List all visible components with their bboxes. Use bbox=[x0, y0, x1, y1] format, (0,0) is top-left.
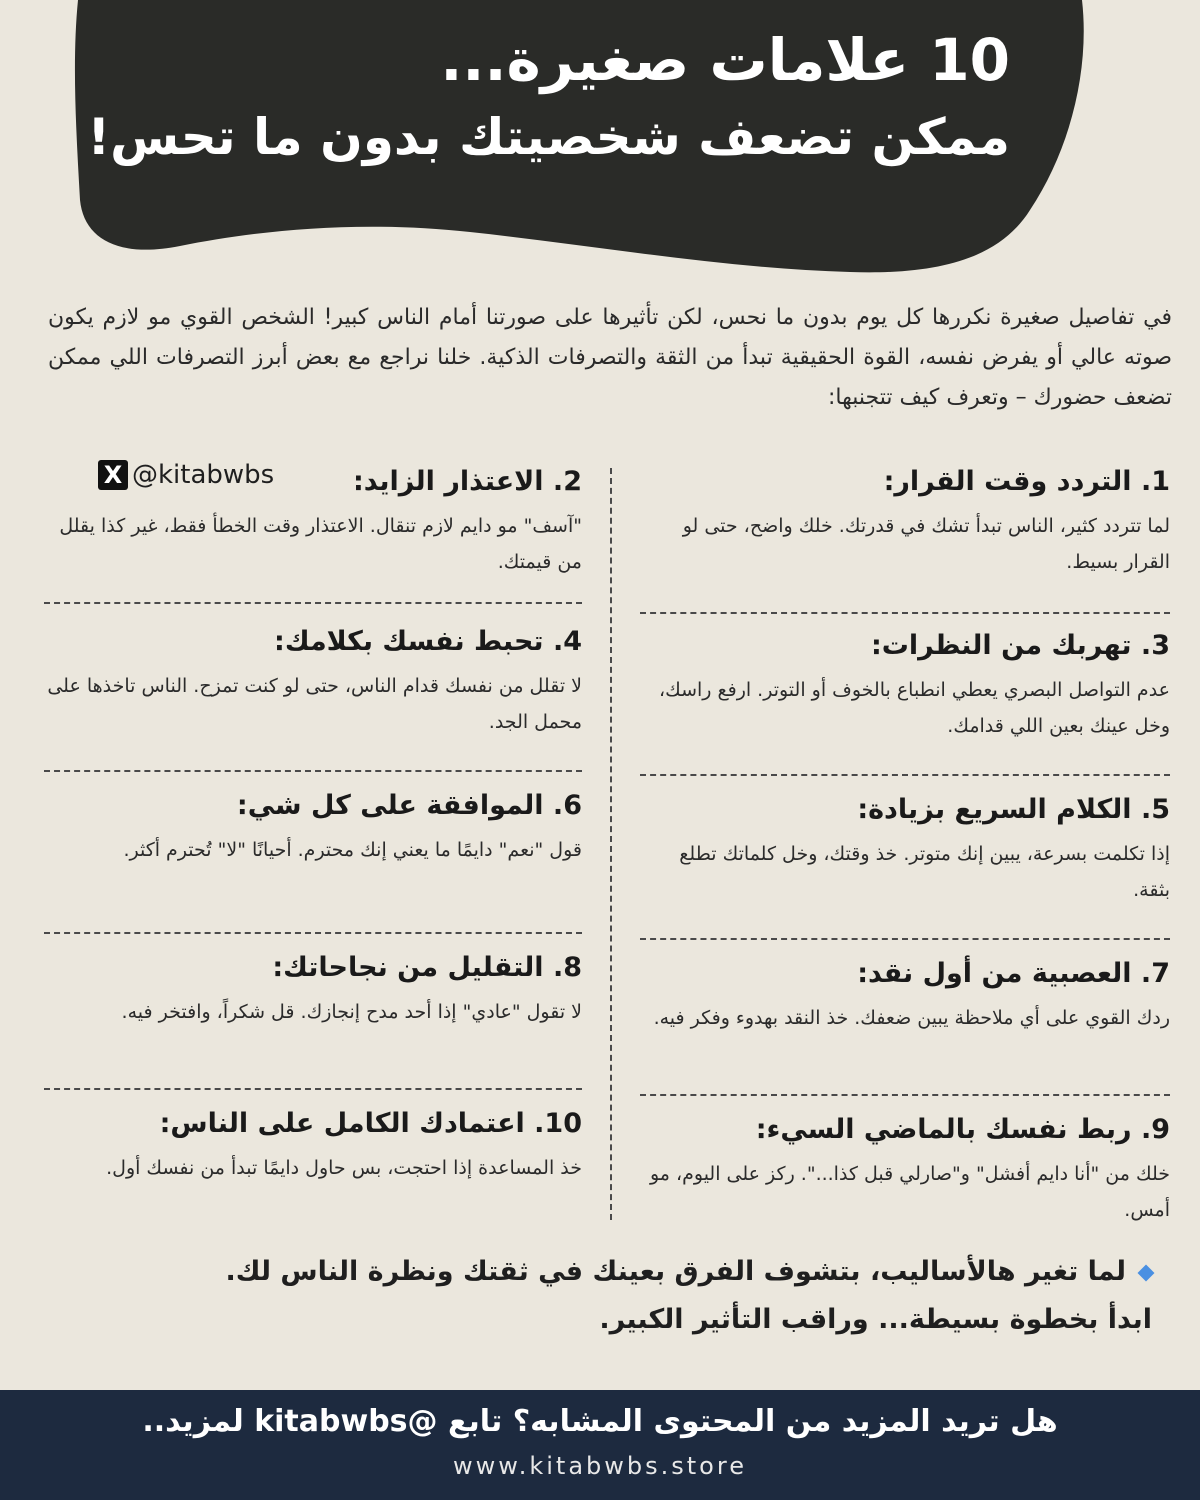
item-title: 6. الموافقة على كل شي: bbox=[236, 790, 582, 821]
item-text: قول "نعم" دايمًا ما يعني إنك محترم. أحيانًا "لا" تُحترم أكثر. bbox=[123, 839, 582, 861]
list-item bbox=[640, 1110, 1170, 1250]
item-title: 5. الكلام السريع بزيادة: bbox=[857, 794, 1170, 825]
title-line-1: 10 علامات صغيرة... bbox=[440, 26, 1010, 94]
item-title: 2. الاعتذار الزايد: bbox=[352, 466, 582, 497]
handle-text: @kitabwbs bbox=[132, 460, 275, 490]
item-title: 8. التقليل من نجاحاتك: bbox=[272, 952, 582, 983]
left-column bbox=[44, 462, 582, 1244]
item-title: 4. تحبط نفسك بكلامك: bbox=[274, 626, 582, 657]
closing-line-1: لما تغير هالأساليب، بتشوف الفرق بعينك في ثقتك ونظرة الناس لك. bbox=[225, 1248, 1152, 1296]
item-title: 3. تهربك من النظرات: bbox=[870, 630, 1170, 661]
item-title: 1. التردد وقت القرار: bbox=[883, 466, 1170, 497]
item-title: 7. العصبية من أول نقد: bbox=[857, 958, 1170, 989]
list-item bbox=[44, 786, 582, 934]
item-text: لا تقول "عادي" إذا أحد مدح إنجازك. قل شكراً، وافتخر فيه. bbox=[121, 1001, 582, 1023]
item-text: لا تقلل من نفسك قدام الناس، حتى لو كنت تمزح. الناس تاخذها على محمل الجد. bbox=[47, 675, 582, 733]
list-item bbox=[640, 790, 1170, 940]
item-text: خذ المساعدة إذا احتجت، بس حاول دايمًا تبدأ من نفسك أول. bbox=[106, 1157, 582, 1179]
closing-line-2: ابدأ بخطوة بسيطة... وراقب التأثير الكبير. bbox=[599, 1304, 1152, 1335]
list-item bbox=[44, 1104, 582, 1244]
footer-url-link[interactable]: www.kitabwbs.store bbox=[453, 1452, 747, 1480]
item-text: لما تتردد كثير، الناس تبدأ تشك في قدرتك. خلك واضح، حتى لو القرار بسيط. bbox=[682, 515, 1170, 573]
title-line-2: ممكن تضعف شخصيتك بدون ما تحس! bbox=[87, 108, 1010, 166]
list-item bbox=[640, 462, 1170, 614]
item-text: خلك من "أنا دايم أفشل" و"صارلي قبل كذا...". ركز على اليوم، مو أمس. bbox=[649, 1163, 1170, 1221]
diamond-bullet-icon bbox=[1138, 1264, 1155, 1281]
right-column bbox=[640, 462, 1170, 1250]
list-item bbox=[44, 622, 582, 772]
item-text: "آسف" مو دايم لازم تنقال. الاعتذار وقت الخطأ فقط، غير كذا يقلل من قيمتك. bbox=[59, 515, 582, 573]
footer-cta: هل تريد المزيد من المحتوى المشابه؟ تابع @kitabwbs لمزيد.. bbox=[142, 1404, 1058, 1439]
item-title: 10. اعتمادك الكامل على الناس: bbox=[159, 1108, 582, 1139]
item-title: 9. ربط نفسك بالماضي السيء: bbox=[755, 1114, 1170, 1145]
item-text: عدم التواصل البصري يعطي انطباع بالخوف أو التوتر. ارفع راسك، وخل عينك بعين اللي قدامك. bbox=[658, 679, 1170, 737]
x-logo-icon: X bbox=[98, 460, 128, 490]
item-text: ردك القوي على أي ملاحظة يبين ضعفك. خذ النقد بهدوء وفكر فيه. bbox=[653, 1007, 1170, 1029]
column-divider bbox=[610, 468, 612, 1220]
list-item bbox=[640, 954, 1170, 1096]
intro-paragraph: في تفاصيل صغيرة نكررها كل يوم بدون ما نحس، لكن تأثيرها على صورتنا أمام الناس كبير! الشخص القوي مو لازم يكون صوته عالي أو يفرض نفسه، القوة الحقيقية تبدأ من الثقة والتصرفات الذكية. خلنا نراجع مع بعض أبرز التصرفات اللي ممكن تضعف حضورك – وتعرف كيف تتجنبها: bbox=[48, 305, 1172, 410]
item-text: إذا تكلمت بسرعة، يبين إنك متوتر. خذ وقتك، وخل كلماتك تطلع بثقة. bbox=[679, 843, 1170, 901]
closing-note bbox=[225, 1248, 1152, 1344]
footer-banner bbox=[0, 1390, 1200, 1500]
list-item bbox=[44, 948, 582, 1090]
list-item bbox=[640, 626, 1170, 776]
list-item bbox=[44, 462, 582, 604]
